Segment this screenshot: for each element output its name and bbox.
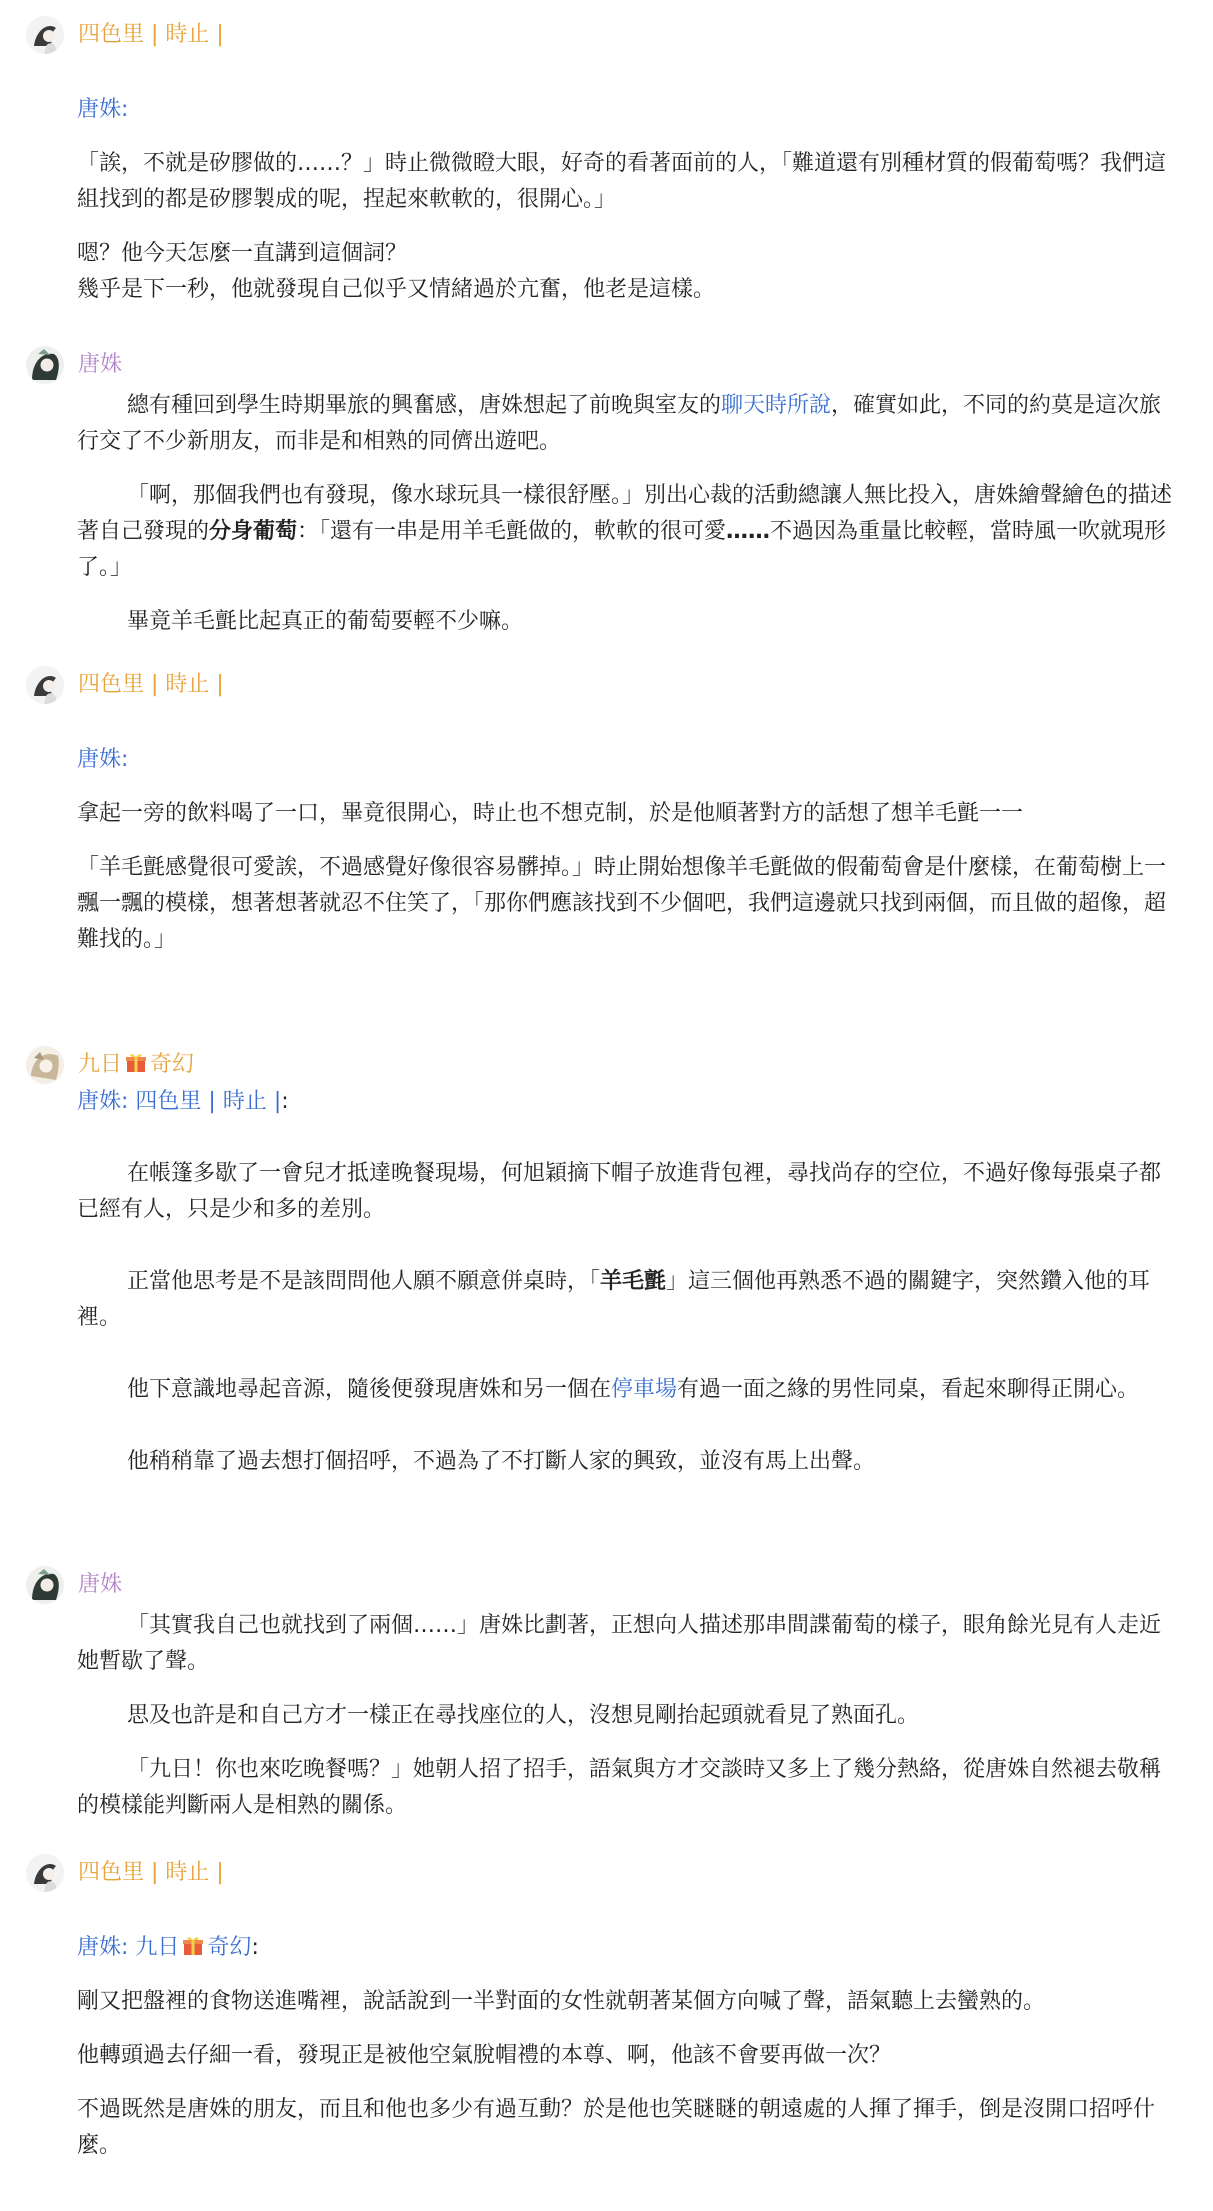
avatar-tangshu-icon[interactable] xyxy=(26,1566,64,1604)
reply-target: 唐姝: 九日 奇幻: xyxy=(77,1935,259,1960)
paragraph: 「九日！你也來吃晚餐嗎？」她朝人招了招手，語氣與方才交談時又多上了幾分熱絡，從唐姝自然褪去敬稱的模樣能判斷兩人是相熟的關係。 xyxy=(77,1757,1162,1818)
gift-icon xyxy=(182,1935,204,1957)
avatar-jiuri-icon[interactable] xyxy=(26,1046,64,1084)
inline-link[interactable]: 聊天時所說 xyxy=(721,393,832,418)
paragraph: 他轉頭過去仔細一看，發現正是被他空氣脫帽禮的本尊、啊，他該不會要再做一次？ xyxy=(77,2043,892,2068)
post-body xyxy=(77,1084,1179,1480)
paragraph: 他下意識地尋起音源，隨後便發現唐姝和另一個在停車場有過一面之緣的男性同桌，看起來聊得正開心。 xyxy=(127,1377,1140,1402)
paragraph: 「啊，那個我們也有發現，像水球玩具一樣很舒壓。」別出心裁的活動總讓人無比投入，唐姝繪聲繪色的描述著自己發現的分身葡萄：「還有一串是用羊毛氈做的，軟軟的很可愛……不過因為重量比較輕，當時風一吹就現形了。」 xyxy=(77,483,1173,580)
paragraph: 拿起一旁的飲料喝了一口，畢竟很開心，時止也不想克制，於是他順著對方的話想了想羊毛氈一一 xyxy=(77,801,1024,826)
author-name[interactable]: 唐姝 xyxy=(78,352,123,377)
post-header xyxy=(26,14,224,56)
post-header xyxy=(26,344,122,386)
paragraph: 不過既然是唐姝的朋友，而且和他也多少有過互動？於是他也笑瞇瞇的朝遠處的人揮了揮手，倒是沒開口招呼什麼。 xyxy=(77,2097,1156,2158)
post-body xyxy=(77,92,1179,308)
paragraph: 幾乎是下一秒，他就發現自己似乎又情緒過於亢奮，他老是這樣。 xyxy=(77,277,716,302)
post-body xyxy=(77,388,1179,640)
post-body xyxy=(77,742,1179,958)
avatar-tangshu-icon[interactable] xyxy=(26,346,64,384)
post-body xyxy=(77,1608,1179,1824)
paragraph: 「羊毛氈感覺很可愛誒，不過感覺好像很容易髒掉。」時止開始想像羊毛氈做的假葡萄會是什麼樣，在葡萄樹上一飄一飄的模樣，想著想著就忍不住笑了，「那你們應該找到不少個吧，我們這邊就只找到兩個，而且做的超像，超難找的。」 xyxy=(77,855,1167,952)
post-header xyxy=(26,664,224,706)
paragraph: 正當他思考是不是該問問他人願不願意併桌時，「羊毛氈」這三個他再熟悉不過的關鍵字，突然鑽入他的耳裡。 xyxy=(77,1269,1151,1330)
gift-icon xyxy=(125,1052,147,1074)
paragraph: 嗯？他今天怎麼一直講到這個詞？ xyxy=(77,241,408,266)
reply-mention[interactable]: 四色里 | 時止 | xyxy=(135,1089,282,1114)
paragraph: 「其實我自己也就找到了兩個……」唐姝比劃著，正想向人描述那串間諜葡萄的樣子，眼角餘光見有人走近她暫歇了聲。 xyxy=(77,1613,1162,1674)
reply-mention[interactable]: 九日 奇幻 xyxy=(135,1935,252,1960)
avatar-sise-icon[interactable] xyxy=(26,16,64,54)
avatar-sise-icon[interactable] xyxy=(26,666,64,704)
paragraph: 總有種回到學生時期畢旅的興奮感，唐姝想起了前晚與室友的聊天時所說，確實如此，不同的約莫是這次旅行交了不少新朋友，而非是和相熟的同儕出遊吧。 xyxy=(77,393,1162,454)
paragraph: 剛又把盤裡的食物送進嘴裡，說話說到一半對面的女性就朝著某個方向喊了聲，語氣聽上去蠻熟的。 xyxy=(77,1989,1046,2014)
post-body xyxy=(77,1930,1179,2164)
author-name[interactable]: 四色里 | 時止 | xyxy=(78,1860,224,1885)
author-name[interactable]: 九日 奇幻 xyxy=(78,1052,195,1077)
paragraph: 他稍稍靠了過去想打個招呼，不過為了不打斷人家的興致，並沒有馬上出聲。 xyxy=(127,1449,876,1474)
post-header xyxy=(26,1852,224,1894)
paragraph: 「誒，不就是矽膠做的……？」時止微微瞪大眼，好奇的看著面前的人，「難道還有別種材質的假葡萄嗎？我們這組找到的都是矽膠製成的呢，捏起來軟軟的，很開心。」 xyxy=(77,151,1167,212)
paragraph: 在帳篷多歇了一會兒才抵達晚餐現場，何旭穎摘下帽子放進背包裡，尋找尚存的空位，不過好像每張桌子都已經有人，只是少和多的差別。 xyxy=(77,1161,1162,1222)
author-name[interactable]: 唐姝 xyxy=(78,1572,123,1597)
reply-target[interactable]: 唐姝: xyxy=(77,747,129,772)
author-name[interactable]: 四色里 | 時止 | xyxy=(78,672,224,697)
post-header xyxy=(26,1564,122,1606)
author-name[interactable]: 四色里 | 時止 | xyxy=(78,22,224,47)
reply-target: 唐姝: 四色里 | 時止 |: xyxy=(77,1089,289,1114)
inline-link[interactable]: 停車場 xyxy=(611,1377,678,1402)
paragraph: 思及也許是和自己方才一樣正在尋找座位的人，沒想見剛抬起頭就看見了熟面孔。 xyxy=(127,1703,920,1728)
paragraph: 畢竟羊毛氈比起真正的葡萄要輕不少嘛。 xyxy=(127,609,524,634)
reply-target[interactable]: 唐姝: xyxy=(77,97,129,122)
avatar-sise-icon[interactable] xyxy=(26,1854,64,1892)
post-header xyxy=(26,1044,194,1086)
